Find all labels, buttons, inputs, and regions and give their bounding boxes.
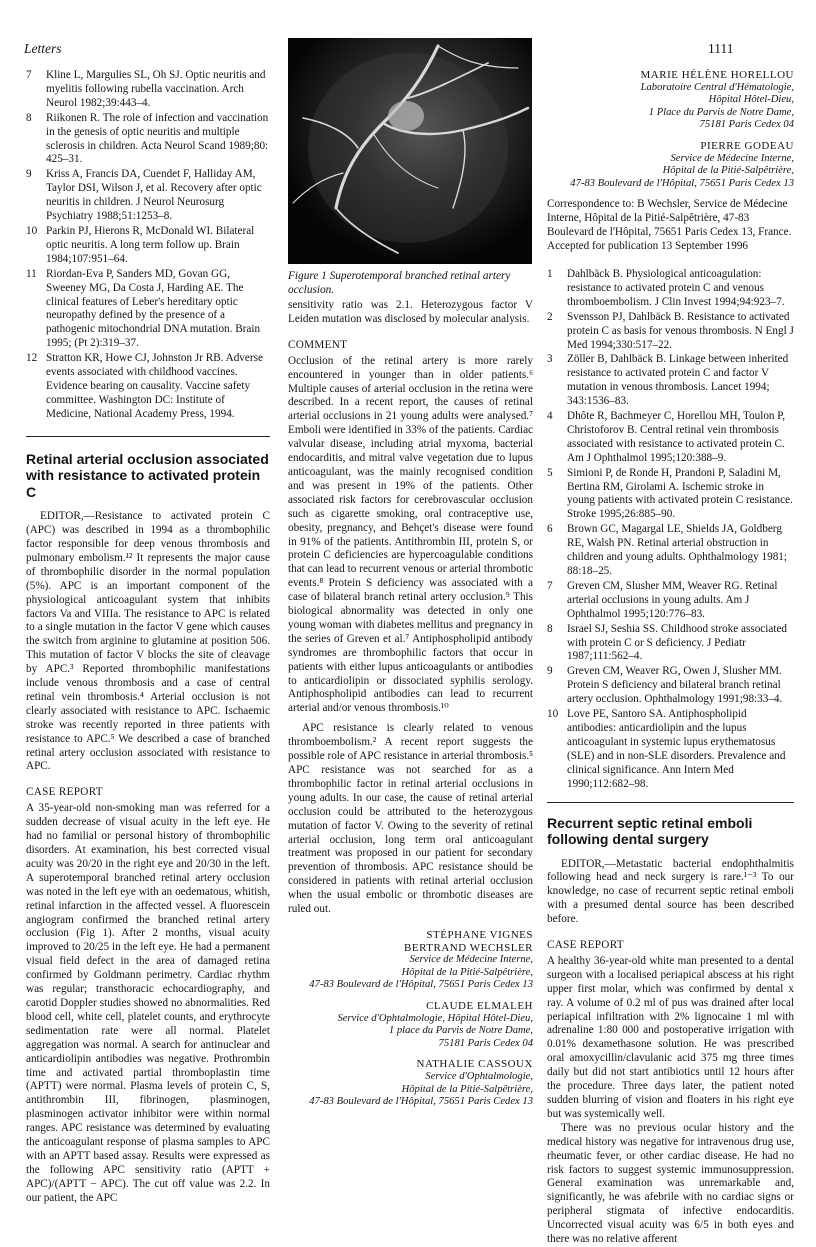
reference-text: Stratton KR, Howe CJ, Johnston Jr RB. Adverse events associated with childhood vaccines. Evidence bearing on causality. Vaccine safety committee. Washington DC: Institute of Medicine, National Academy Press, 1994.: [46, 352, 263, 420]
letter1-comment-p1: Occlusion of the retinal artery is more rarely encountered in younger than in older patients.⁶ Multiple causes of arterial occlusion in the retina were described. In a recent report, the causes of retinal arterial occlusions in 21 young adults were analysed.⁷ Emboli were identified in 33% of the patients. Cardiac valvular disease, including atrial myxoma, bacterial endocarditis, and mitral valve vegetation due to lupus anticoagulant, was the mainly recognised condition and was present in 19% of the patients. Other associated risk factors for cerebrovascular occlusion such as cigarette smoking, oral contraceptive use, obesity, pregnancy, and Behçet's disease were found in 91% of the patients. Antithrombin III, protein S, or protein C deficiencies are hypercoagulable conditions that can lead to recurrent venous or arterial thrombotic events.⁸ Protein S deficiency was associated with a case of bilateral branch retinal artery occlusion.⁹ This biological abnormality was detected in only one young woman with diabetes mellitus and pregnancy in the series of Greven et al.⁷ Antiphospholipid antibody syndromes are thrombophilic factors that occur in patients with either lupus anticoagulants or antibodies to anticardiolipin or dissociated syphilis serology. Antiphospholipid antibodies can lead to recurrent arterial and/or venous thrombosis.¹⁰: [288, 354, 533, 715]
letter2-case-p1: A healthy 36-year-old white man presented to a dental surgeon with a localised periapical abscess at his right upper first molar, which was confirmed by dental x ray. A volume of 0.2 ml of pus was drained after local periapical infiltration with 2% lignocaine 1 ml with adrenaline 1:80 000 and postoperative irrigation with 0.01% dexamethasone solution. He was prescribed oral amoxycillin/clavulanic acid 375 mg three times daily but did not start antibiotics until 12 hours after the procedure. Three days later, the patient noted sudden blurring of vision and floaters in his right eye but was systemically well.: [547, 954, 794, 1120]
reference-item: [547, 353, 794, 409]
letter1-intro: EDITOR,—Resistance to activated protein C (APC) was described in 1994 as a thrombophilic factor responsible for deep venous thrombosis and pulmonary embolism.¹² It represents the major cause of thrombophilic disorder in the normal population (5%). APC is an important component of the physiological anticoagulant system that inhibits factors Va and VIIIa. The resistance to APC is related to a single mutation in the factor V gene which causes the switch from arginine to glutamine at position 506. This mutation of factor V blocks the site of cleavage by APC.³ Reported thrombophilic manifestations include venous thrombosis and a case of central retinal vein thrombosis.⁴ Arterial occlusion is not clearly associated with resistance to APC. Ischaemic stroke was recently reported in three patients with resistance to APC.⁵ We described a case of branched retinal artery occlusion associated with resistance to APC.: [26, 510, 270, 773]
running-header-section: Letters: [24, 41, 62, 56]
author-address-line: Hôpital de la Pitié-Salpêtrière,: [401, 966, 533, 978]
column-right: [547, 69, 794, 1247]
reference-item: [547, 523, 794, 579]
correspondence: Correspondence to: B Wechsler, Service de Médecine Interne, Hôpital de la Pitié-Salpêtrière, 47-83 Boulevard de l'Hôpital, 75651 Paris Cedex 13, France.: [547, 198, 792, 239]
author-affiliation: [288, 1000, 533, 1050]
author-address-line: 47-83 Boulevard de l'Hôpital, 75651 Paris Cedex 13: [570, 177, 794, 189]
reference-text: Dahlbäck B. Physiological anticoagulation: resistance to activated protein C and venous thromboembolism. J Clin Invest 1994;94:923–7.: [567, 267, 785, 308]
section-divider: [26, 436, 270, 437]
reference-number: 9: [547, 665, 553, 678]
author-name: STÉPHANE VIGNES: [426, 928, 533, 941]
reference-number: 8: [26, 111, 32, 124]
reference-text: Riikonen R. The role of infection and vaccination in the genesis of optic neuritis and multiple sclerosis in children. Acta Neurol Scand 1989;80: 425–31.: [46, 111, 269, 166]
author-name: NATHALIE CASSOUX: [416, 1058, 533, 1071]
author-address-line: 1 place du Parvis de Notre Dame,: [388, 1025, 533, 1037]
reference-number: 3: [547, 353, 553, 366]
author-address-line: 75181 Paris Cedex 04: [699, 119, 794, 131]
reference-text: Greven CM, Weaver RG, Owen J, Slusher MM. Protein S deficiency and bilateral branch retinal artery occlusion. Ophthalmology 1991;98:33–4.: [567, 665, 783, 706]
figure-fluorescein-angiogram: [288, 38, 532, 264]
section-divider: [547, 802, 794, 803]
reference-text: Svensson PJ, Dahlbäck B. Resistance to activated protein C as basis for venous thrombosis. N Engl J Med 1994;330:517–22.: [567, 310, 794, 351]
reference-text: Israel SJ, Seshia SS. Childhood stroke associated with protein C or S deficiency. J Pediatr 1987;111:562–4.: [567, 622, 788, 663]
author-block-right: [547, 69, 794, 190]
letter2-intro: EDITOR,—Metastatic bacterial endophthalmitis following head and neck surgery is rare.¹⁻³ To our knowledge, no case of recurrent septic retinal emboli with a presumed dental source has been described before.: [547, 857, 794, 926]
reference-number: 8: [547, 622, 553, 635]
reference-item: [547, 580, 794, 622]
reference-text: Greven CM, Slusher MM, Weaver RG. Retinal arterial occlusions in young adults. Am J Ophthalmol 1995;120:776–83.: [567, 579, 778, 620]
reference-item: [547, 708, 794, 791]
reference-item: [547, 268, 794, 310]
column-middle: [288, 299, 533, 1117]
reference-text: Zöller B, Dahlbäck B. Linkage between inherited resistance to activated protein C and factor V mutation in venous thrombosis. Lancet 1994; 343:1536–83.: [567, 353, 789, 408]
author-address-line: Service d'Ophtalmologie, Hôpital Hôtel-Dieu,: [337, 1012, 533, 1024]
author-address-line: Hôpital Hôtel-Dieu,: [708, 94, 794, 106]
page-number: 1111: [708, 41, 734, 56]
reference-item: [26, 168, 270, 224]
author-address-line: Laboratoire Central d'Hématologie,: [640, 81, 794, 93]
reference-list-previous: [26, 69, 270, 422]
reference-text: Parkin PJ, Hierons R, McDonald WI. Bilateral optic neuritis. A long term follow up. Brain 1984;107:951–64.: [46, 224, 255, 265]
reference-item: [26, 225, 270, 267]
reference-number: 6: [547, 523, 553, 536]
reference-text: Dhôte R, Bachmeyer C, Horellou MH, Toulon P, Christoforov B. Central retinal vein thrombosis associated with resistance to activated protein C. Am J Ophthalmol 1995;120:388–9.: [567, 410, 786, 464]
author-name: BERTRAND WECHSLER: [404, 941, 533, 954]
author-address-line: 1 Place du Parvis de Notre Dame,: [648, 106, 794, 118]
letter1-title: Retinal arterial occlusion associated with resistance to activated protein C: [26, 450, 269, 500]
reference-number: 5: [547, 466, 553, 479]
reference-number: 7: [26, 69, 32, 81]
letter2-title: Recurrent septic retinal emboli following dental surgery: [547, 814, 753, 847]
reference-list-letter1: [547, 268, 794, 792]
author-affiliation: [288, 929, 533, 992]
reference-item: [547, 467, 794, 523]
reference-number: 9: [26, 168, 32, 181]
reference-number: 1: [547, 267, 553, 280]
author-address-line: Service de Médecine Interne,: [670, 152, 794, 164]
author-block-middle: [288, 929, 533, 1109]
author-address-line: Service de Médecine Interne,: [409, 954, 533, 966]
author-address-line: 47-83 Boulevard de l'Hôpital, 75651 Paris Cedex 13: [309, 1096, 533, 1108]
letter1-case-report-continued: sensitivity ratio was 2.1. Heterozygous factor V Leiden mutation was disclosed by molecular analysis.: [288, 299, 533, 325]
reference-item: [26, 352, 270, 422]
author-name: CLAUDE ELMALEH: [426, 999, 533, 1012]
author-name: PIERRE GODEAU: [700, 139, 794, 152]
reference-number: 2: [547, 310, 553, 323]
letter1-comment-heading: COMMENT: [288, 338, 348, 351]
accepted-date: Accepted for publication 13 September 1996: [547, 240, 749, 253]
author-address-line: Service d'Ophtalmologie,: [425, 1070, 533, 1082]
author-address-line: 47-83 Boulevard de l'Hôpital, 75651 Paris Cedex 13: [309, 979, 533, 991]
author-affiliation: [288, 1058, 533, 1108]
reference-number: 10: [26, 224, 38, 237]
reference-text: Simioni P, de Ronde H, Prandoni P, Saladini M, Bertina RM, Girolami A. Ischemic stroke in young patients with activated protein C resistance. Stroke 1995;26:885–90.: [567, 466, 793, 521]
reference-item: [547, 623, 794, 665]
reference-text: Riordan-Eva P, Sanders MD, Govan GG, Sweeney MG, Da Costa J, Harding AE. The clinical features of Leber's hereditary optic neuropathy defined by the presence of a pathogenic mitochondrial DNA mutation. Brain 1995; (Pt 2):319–37.: [46, 267, 261, 350]
reference-number: 10: [547, 708, 559, 721]
author-address-line: Hôpital de la Pitié-Salpêtrière,: [662, 165, 794, 177]
author-address-line: Hôpital de la Pitié-Salpêtrière,: [401, 1083, 533, 1095]
letter2-case-p2: There was no previous ocular history and the medical history was negative for intravenous drug use, rheumatic fever, or other cardiac disease. He had no risk factors to suggest systemic immunosuppression. General examination was unremarkable and, significantly, he was afebrile with no cardiac signs or peripheral stigmata of infective endocarditis. Uncorrected visual acuity was 6/5 in both eyes and there was no relative afferent: [547, 1121, 794, 1246]
reference-item: [26, 112, 270, 168]
reference-item: [547, 410, 794, 466]
letter1-case-report: A 35-year-old non-smoking man was referred for a sudden decrease of visual acuity in the left eye. He had no familial or personal history of thrombophilic disorders. At examination, his best corrected visual acuity was 20/20 in the right eye and 20/30 in the left. A superotemporal branched retinal artery occlusion was noted in the left eye with an oedematous, whitish, retinal infarction in the affected vessel. A fluorescein angiogram confirmed the branched retinal artery occlusion (Fig 1). After 2 months, visual acuity improved to 20/25 in the left eye. He had a permanent visual field defect in the area of damaged retina confirmed by Goldmann perimetry. Cardiac rhythm was regular; transthoracic echocardiography, and carotid Doppler studies showed no abnormalities. Red blood cell, white cell, platelet counts, and erythrocyte sedimentation rate were all normal. Platelet aggregation was normal. A search for antinuclear and anticardiolipin antibodies was negative. Prothrombin time and activated partial thromboplastin time (APTT) were normal. Plasma levels of protein C, S, antithrombin III, fibrinogen, plasminogen, plasminogen activator inhibitor were within normal ranges. APC resistance was determined by evaluating the anticoagulant response of plasma samples to APC with an APTT based assay. Results were expressed as the following APC sensitivity ratio (APTT + APC)/(APTT − APC). The cut off value was 2.2. In our patient, the APC: [26, 802, 270, 1204]
author-address-line: 75181 Paris Cedex 04: [438, 1037, 533, 1049]
reference-number: 4: [547, 410, 553, 423]
reference-text: Love PE, Santoro SA. Antiphospholipid antibodies: anticardiolipin and the lupus anticoagulant in systemic lupus erythematosus (SLE) and in non-SLE disorders. Prevalence and clinical significance. Ann Intern Med 1990;112:682–98.: [567, 708, 786, 790]
letter2-case-heading: CASE REPORT: [547, 939, 624, 952]
reference-item: [547, 665, 794, 707]
letter1-case-heading: CASE REPORT: [26, 786, 103, 799]
reference-text: Kline L, Margulies SL, Oh SJ. Optic neuritis and myelitis following rubella vaccination. Arch Neurol 1982;39:443–4.: [46, 69, 266, 109]
reference-item: [547, 311, 794, 353]
author-affiliation: [547, 69, 794, 132]
reference-number: 12: [26, 352, 38, 365]
author-affiliation: [547, 140, 794, 190]
reference-item: [26, 268, 270, 351]
column-left: [26, 69, 270, 1206]
angiogram-image: [288, 38, 532, 264]
reference-item: [26, 69, 270, 111]
reference-text: Kriss A, Francis DA, Cuendet F, Halliday AM, Taylor DSI, Wilson J, et al. Recovery after optic neuritis in children. J Neurol Neurosurg Psychiatry 1988;51:1253–8.: [46, 168, 262, 223]
reference-number: 11: [26, 267, 37, 280]
figure-caption: Figure 1 Superotemporal branched retinal artery occlusion.: [288, 270, 511, 296]
reference-number: 7: [547, 579, 553, 592]
letter1-comment-p2: APC resistance is clearly related to venous thromboembolism.² A recent report suggests the possible role of APC resistance in arterial thrombosis.⁵ APC resistance was not searched for as a thrombophilic factor in retinal arterial occlusions in young adults. In our case, the cause of retinal arterial occlusion could be attributed to the heterozygous mutation of factor V. Owing to the severity of retinal arterial occlusion, long term oral anticoagulant treatment was proposed in our patient for secondary prevention of thrombosis. APC resistance should be considered in patients with retinal arterial occlusion when the usual embolic or thrombotic diseases are ruled out.: [288, 722, 534, 916]
reference-text: Brown GC, Magargal LE, Shields JA, Goldberg RE, Walsh PN. Retinal arterial obstruction in children and young adults. Ophthalmology 1981; 88:18–25.: [567, 523, 787, 577]
author-name: MARIE HÉLÈNE HORELLOU: [640, 69, 794, 81]
